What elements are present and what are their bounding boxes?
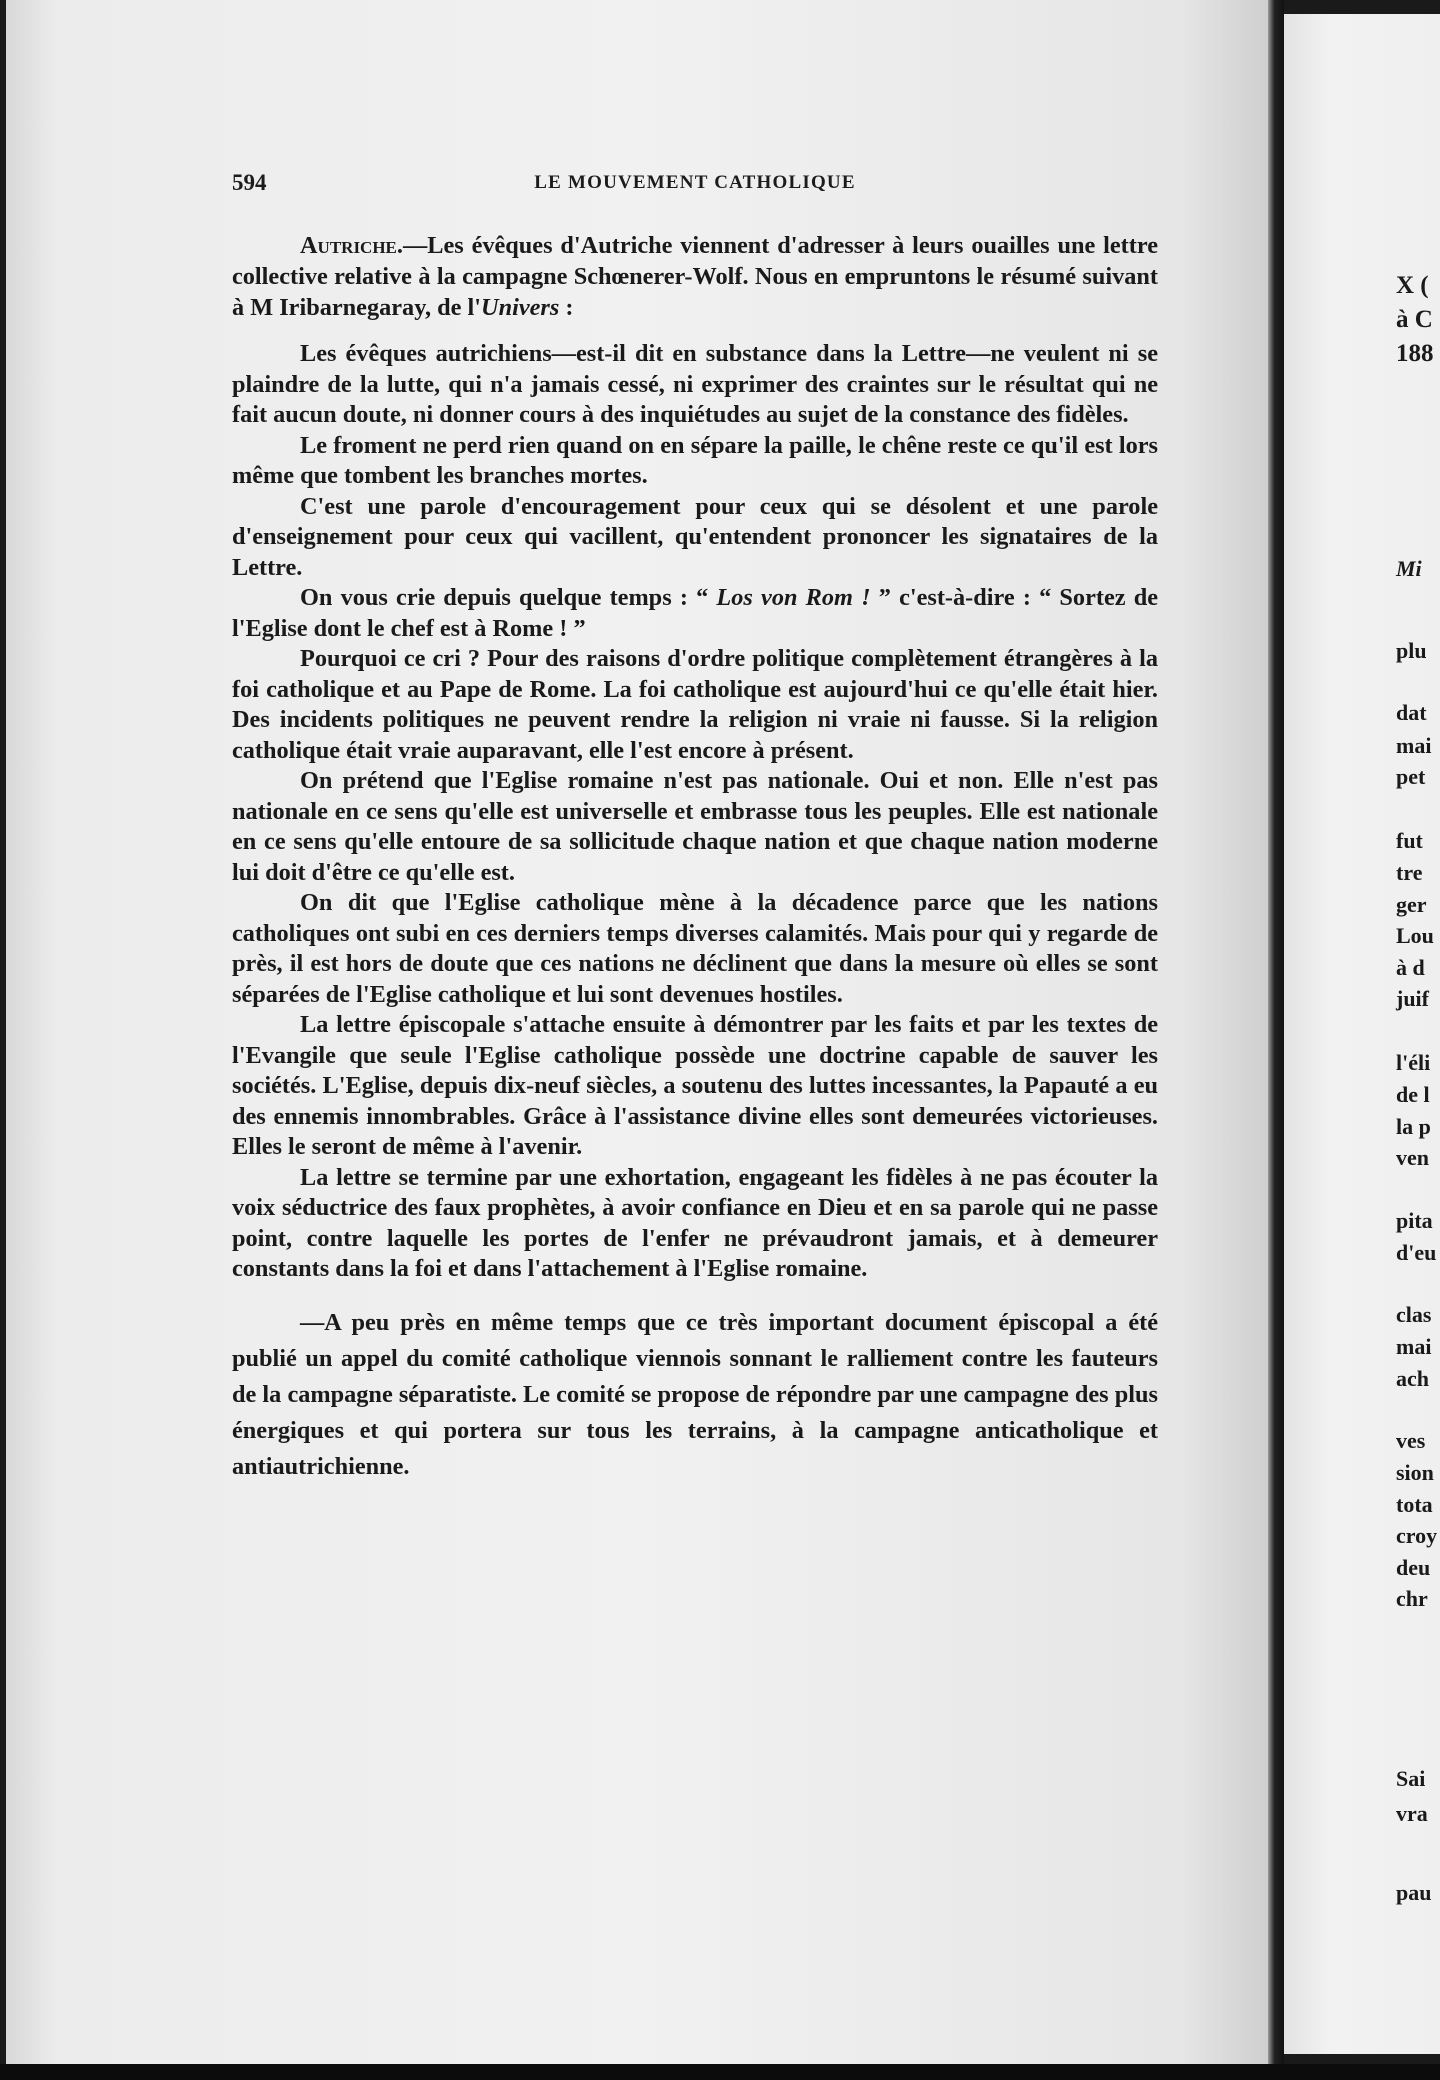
facing-page-fragment: clas [1396, 1302, 1432, 1327]
quote-paragraph-los-von-rom [232, 583, 1158, 644]
quote-paragraph: Le froment ne perd rien quand on en sépare la paille, le chêne reste ce qu'il est lors même que tombent les branches mortes. [232, 431, 1158, 489]
facing-page-fragment: dat [1396, 700, 1427, 725]
facing-page-fragment: pet [1396, 764, 1426, 789]
facing-page-fragment: Lou [1396, 923, 1434, 948]
facing-page-fragment: Sai [1396, 1766, 1426, 1791]
facing-page-fragment: fut [1396, 828, 1423, 853]
facing-page-fragment: ven [1396, 1145, 1429, 1170]
facing-page-fragment: ach [1396, 1366, 1429, 1391]
facing-page-fragment: sion [1396, 1460, 1434, 1485]
facing-page-fragment: juif [1396, 986, 1429, 1011]
quote-paragraph: Les évêques autrichiens—est-il dit en substance dans la Lettre—ne veulent ni se plaindre de la lutte, qui n'a jamais cessé, ni exprimer des craintes sur le résultat qui ne fait aucun doute, ni donner cours à des inquiétudes au sujet de la constance des fidèles. [232, 340, 1158, 428]
facing-page-fragment: plu [1396, 638, 1427, 663]
closing-paragraph: —A peu près en même temps que ce très important document épiscopal a été publié un appel du comité catholique viennois sonnant le ralliement contre les fauteurs de la campagne séparatiste. Le comité se propose de répondre par une campagne des plus énergiques et qui portera sur tous les terrains, à la campagne anticatholique et antiautrichienne. [232, 1308, 1158, 1480]
intro-text-1: —Les évêques d'Autriche viennent d'adresser à leurs ouailles une lettre collective relative à la campagne Schœnerer-Wolf. Nous en empruntons le résumé suivant à M Iribarnegaray, de l' [232, 232, 1158, 321]
facing-page-fragment: mai [1396, 733, 1432, 758]
facing-page-fragment: X ( [1396, 272, 1429, 299]
los-von-rom-text-2: ” c'est-à-dire : “ Sortez de l'Eglise dont le chef est à Rome ! ” [232, 584, 1159, 642]
facing-page-fragment: pita [1396, 1208, 1433, 1233]
facing-page-fragment: vra [1396, 1801, 1428, 1826]
section-lead-austria: Autriche. [300, 232, 403, 259]
quote-paragraph: C'est une parole d'encouragement pour ceux qui se désolent et une parole d'enseignement pour ceux qui vacillent, qu'entendent prononcer les signataires de la Lettre. [232, 492, 1158, 581]
quote-paragraph: Pourquoi ce cri ? Pour des raisons d'ordre politique complètement étrangères à la foi catholique et au Pape de Rome. La foi catholique est aujourd'hui ce qu'elle était hier. Des incidents politiques ne peuvent rendre la religion ni vraie ni fausse. Si la religion catholique était vraie auparavant, elle l'est encore à présent. [232, 645, 1158, 764]
intro-paragraph [232, 230, 1158, 323]
quote-paragraph: On dit que l'Eglise catholique mène à la décadence parce que les nations catholiques ont subi en ces derniers temps diverses calamités. Mais pour qui y regarde de près, il est hors de doute que ces nations ne déclinent que dans la mesure où elles se sont séparées de l'Eglise catholique et lui sont devenues hostiles. [232, 889, 1158, 1008]
facing-page-fragment: à C [1396, 306, 1433, 333]
facing-page-fragment: ger [1396, 892, 1427, 917]
facing-page-fragment: chr [1396, 1586, 1428, 1611]
facing-page-fragments [1396, 0, 1440, 2080]
facing-page-fragment: 188 [1396, 340, 1434, 367]
quote-paragraph: La lettre se termine par une exhortation, engageant les fidèles à ne pas écouter la voix séductrice des faux prophètes, à avoir confiance en Dieu et en sa parole qui ne passe point, contre laquelle les portes de l'enfer ne prévaudront jamais, et à demeurer constants dans la foi et dans l'attachement à l'Eglise romaine. [232, 1163, 1158, 1282]
facing-page-fragment: d'eu [1396, 1240, 1437, 1265]
book-gutter [1268, 0, 1284, 2080]
scan-bottom-edge [0, 2064, 1440, 2080]
facing-page-fragment: de l [1396, 1082, 1430, 1107]
facing-page-fragment: croy [1396, 1523, 1438, 1548]
facing-page-fragment: l'éli [1396, 1050, 1431, 1075]
page-number: 594 [232, 170, 267, 195]
journal-name: Univers [481, 294, 560, 321]
facing-page-fragment: tota [1396, 1492, 1433, 1517]
quote-paragraph: On prétend que l'Eglise romaine n'est pas nationale. Oui et non. Elle n'est pas nationale en ce sens qu'elle est universelle et embrasse tous les peuples. Elle est nationale en ce sens qu'elle entoure de sa sollicitude chaque nation et que chaque nation moderne lui doit d'être ce qu'elle est. [232, 767, 1158, 886]
los-von-rom-text-1: On vous crie depuis quelque temps : “ [300, 584, 717, 611]
facing-page-fragment: tre [1396, 860, 1423, 885]
running-head: LE MOUVEMENT CATHOLIQUE [534, 172, 856, 193]
facing-page-fragment: Mi [1396, 556, 1422, 581]
facing-page-fragment: la p [1396, 1114, 1431, 1139]
facing-page-fragment: deu [1396, 1555, 1431, 1580]
page-body [232, 230, 1158, 1485]
intro-text-2: : [559, 294, 574, 321]
los-von-rom-slogan: Los von Rom ! [716, 584, 871, 611]
facing-page-fragment: pau [1396, 1880, 1432, 1905]
facing-page-fragment: à d [1396, 955, 1425, 980]
facing-page-fragment: ves [1396, 1428, 1426, 1453]
quote-paragraph: La lettre épiscopale s'attache ensuite à démontrer par les faits et par les textes de l'Evangile que seule l'Eglise catholique possède une doctrine capable de sauver les sociétés. L'Eglise, depuis dix-neuf siècles, a soutenu des luttes incessantes, la Papauté a eu des ennemis innombrables. Grâce à l'assistance divine elles sont demeurées victorieuses. Elles le seront de même à l'avenir. [232, 1011, 1158, 1160]
facing-page-fragment: mai [1396, 1334, 1432, 1359]
page-header [232, 170, 1158, 204]
